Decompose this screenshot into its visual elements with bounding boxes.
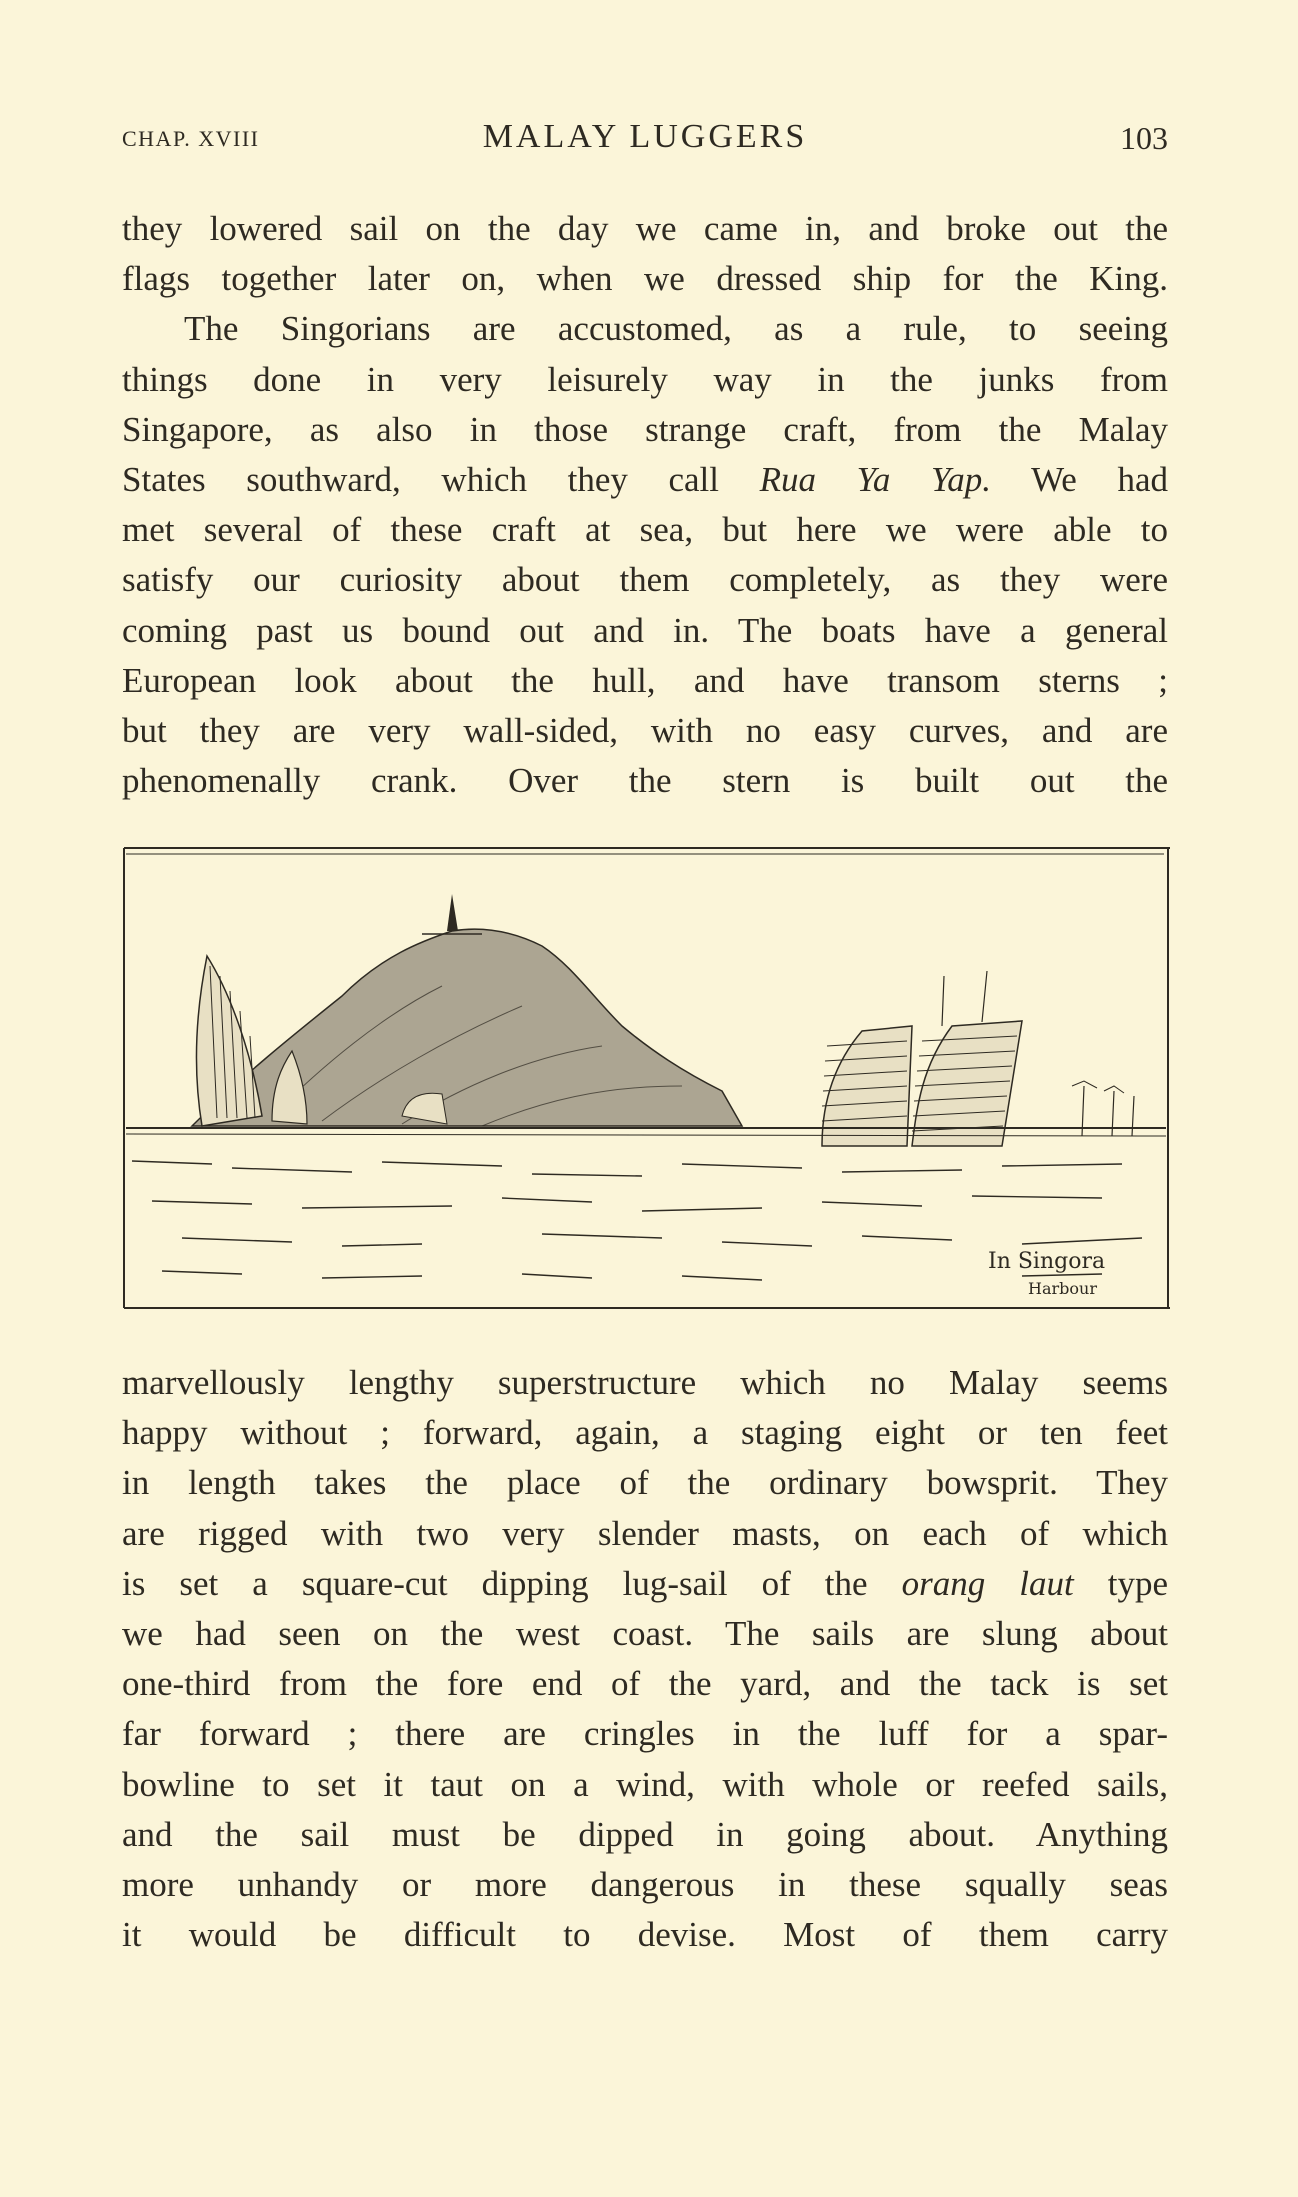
text-line: met several of these craft at sea, but here we were able to [122, 510, 1168, 550]
text-line: phenomenally crank. Over the stern is built out the [122, 761, 1168, 801]
running-title: MALAY LUGGERS [482, 118, 808, 155]
text-line: more unhandy or more dangerous in these squally seas [122, 1864, 1168, 1904]
text-line: The Singorians are accustomed, as a rule, to seeing [184, 309, 1168, 349]
text-block-top [122, 204, 1168, 806]
chapter-label: CHAP. XVIII [122, 126, 260, 151]
text-line: European look about the hull, and have transom sterns ; [122, 660, 1168, 700]
text-line: but they are very wall-sided, with no easy curves, and are [122, 710, 1168, 750]
text-fragment: is set a square-cut dipping lug-sail of the [122, 1563, 902, 1603]
harbour-illustration [122, 846, 1172, 1310]
boat-name: Rua Ya Yap. [759, 459, 992, 499]
text-line: happy without ; forward, again, a staging eight or ten feet [122, 1413, 1168, 1453]
illustration-caption-line2: Harbour [1028, 1279, 1097, 1298]
text-line: bowline to set it taut on a wind, with whole or reefed sails, [122, 1764, 1168, 1804]
illustration-caption-line1: In Singora [988, 1249, 1106, 1274]
text-line: satisfy our curiosity about them completely, as they were [122, 560, 1168, 600]
text-fragment: type [1073, 1563, 1168, 1603]
text-line: in length takes the place of the ordinary bowsprit. They [122, 1463, 1168, 1503]
text-line: one-third from the fore end of the yard, and the tack is set [122, 1664, 1168, 1704]
text-fragment: We had [991, 459, 1168, 499]
sail-type: orang laut [901, 1563, 1074, 1603]
text-line: things done in very leisurely way in the junks from [122, 359, 1168, 399]
running-header [122, 118, 1168, 162]
text-line [122, 455, 1168, 505]
text-line: we had seen on the west coast. The sails are slung about [122, 1613, 1168, 1653]
text-line: are rigged with two very slender masts, on each of which [122, 1513, 1168, 1553]
text-fragment: States southward, which they call [122, 459, 760, 499]
text-line: flags together later on, when we dressed ship for the King. [122, 259, 1168, 299]
text-line [122, 1559, 1168, 1609]
text-line: coming past us bound out and in. The boats have a general [122, 610, 1168, 650]
text-block-bottom [122, 1358, 1168, 1960]
text-line: it would be difficult to devise. Most of them carry [122, 1915, 1168, 1955]
harbour-sketch [122, 846, 1172, 1310]
page-number: 103 [1120, 120, 1168, 156]
text-line: far forward ; there are cringles in the luff for a spar- [122, 1714, 1168, 1754]
text-line: they lowered sail on the day we came in, and broke out the [122, 209, 1168, 248]
text-line: marvellously lengthy superstructure which no Malay seems [122, 1363, 1168, 1402]
text-line: and the sail must be dipped in going about. Anything [122, 1814, 1168, 1854]
text-line: Singapore, as also in those strange craft, from the Malay [122, 409, 1168, 449]
